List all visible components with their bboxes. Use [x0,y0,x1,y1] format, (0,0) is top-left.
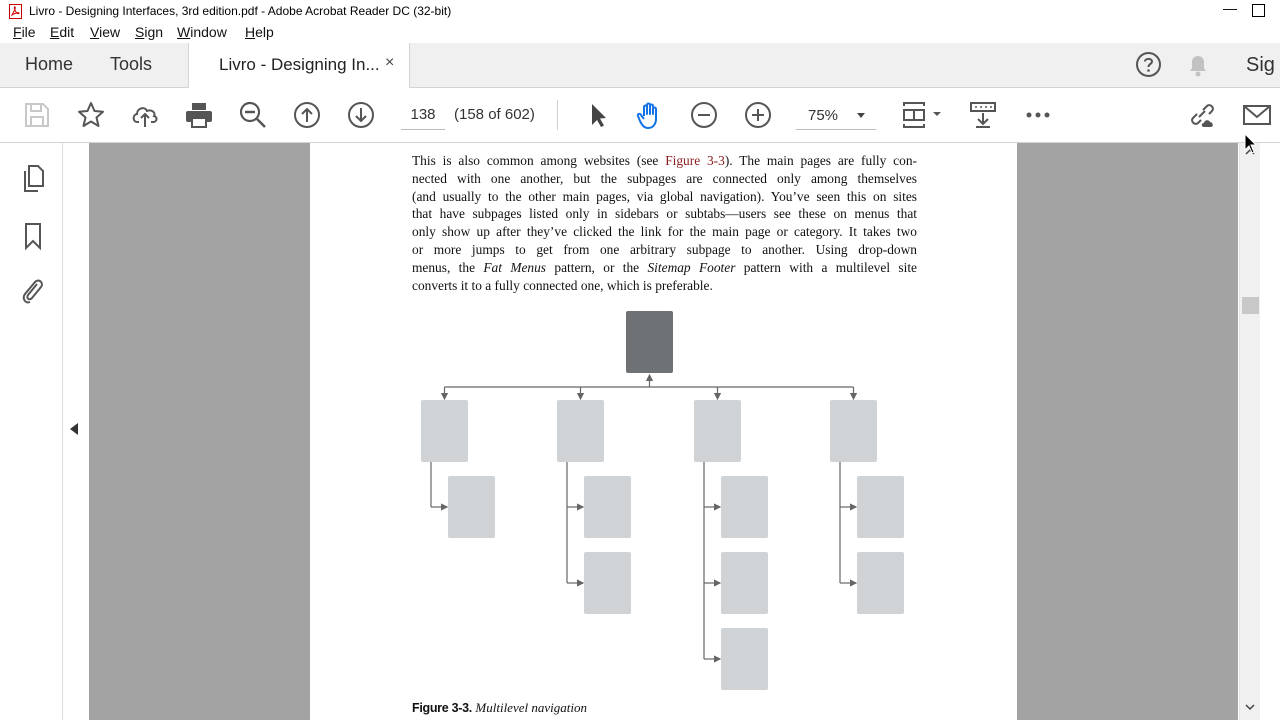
scrollbar-thumb[interactable] [1242,297,1259,314]
tab-tools[interactable]: Tools [110,54,153,74]
page-fit-button[interactable] [900,100,944,130]
subpage-node [721,476,768,538]
zoom-value: 75% [808,107,839,124]
page-count: (158 of 602) [454,106,535,123]
chevron-down-icon [857,113,865,118]
zoom-in-button[interactable] [743,100,773,130]
figure-caption: Figure 3-3. Multilevel navigation [412,700,587,715]
select-tool-button[interactable] [583,100,613,130]
text-line: that have subpages listed only in sidebars or subtabs—users see these on menus that [412,206,917,222]
maximize-button[interactable] [1252,4,1265,17]
star-icon [76,100,106,130]
scroll-mode-button[interactable] [968,100,998,130]
text-line: menus, the Fat Menus pattern, or the Sitemap Footer pattern with a multilevel site [412,259,917,275]
arrow-up-circle-icon [292,100,322,130]
printer-icon [184,100,214,130]
multilevel-navigation-diagram [310,143,1017,703]
subpage-node [448,476,495,538]
print-button[interactable] [184,100,214,130]
menu-bar [0,22,1280,43]
sign-in-button[interactable]: Sig [1246,54,1275,76]
mouse-cursor-icon [1244,133,1258,155]
toolbar [0,88,1280,143]
collapse-panel-arrow-icon[interactable] [70,423,78,435]
root-page-node [626,311,673,373]
share-link-button[interactable] [1187,100,1217,130]
main-page-node [830,400,877,462]
arrow-down-circle-icon [346,100,376,130]
minus-circle-icon [689,100,719,130]
envelope-icon [1242,100,1272,130]
notifications-bell-icon[interactable] [1186,52,1210,78]
cloud-upload-icon [130,100,160,130]
main-page-node [421,400,468,462]
document-tab-label: Livro - Designing In... [219,55,380,74]
more-tools-button[interactable] [1023,100,1053,130]
main-page-node [694,400,741,462]
tab-home[interactable]: Home [25,54,74,74]
acrobat-icon [9,4,22,19]
text-line: or more jumps to get from one arbitrary subpage to another. Using drop-down [412,241,917,257]
zoom-level-select[interactable] [796,103,876,130]
text-line: (and usually to the other main pages, via global navigation). You’ve seen this on sites [412,188,917,204]
scroll-down-chevron-icon[interactable] [1245,703,1255,711]
vertical-scrollbar[interactable] [1239,143,1260,720]
previous-page-button[interactable] [292,100,322,130]
magnifier-minus-icon [238,100,268,130]
document-viewer[interactable] [89,143,1238,720]
subpage-node [857,476,904,538]
title-bar [0,0,1280,22]
zoom-out-search-button[interactable] [238,100,268,130]
attachments-paperclip-icon[interactable] [19,276,47,306]
bookmark-star-button[interactable] [76,100,106,130]
save-icon [22,100,52,130]
subpage-node [721,628,768,690]
subpage-node [857,552,904,614]
help-icon[interactable] [1135,51,1162,78]
text-line: converts it to a fully connected one, which is preferable. [412,277,713,293]
text-line: nected with one another, but the subpages are connected only among themselves [412,170,917,186]
menu-window[interactable]: Window [177,24,227,40]
scroll-mode-icon [968,100,998,130]
subpage-node [584,476,631,538]
cloud-link-icon [1187,100,1217,130]
next-page-button[interactable] [346,100,376,130]
minimize-button[interactable]: — [1223,0,1237,16]
bookmarks-icon[interactable] [19,221,47,251]
tab-document[interactable] [188,43,410,88]
subpage-node [584,552,631,614]
menu-view[interactable]: View [90,24,121,40]
hand-tool-button[interactable] [635,100,665,130]
close-tab-button[interactable]: × [385,54,395,71]
save-button[interactable] [22,100,52,130]
fit-page-icon [900,100,944,130]
plus-circle-icon [743,100,773,130]
page-number-input[interactable]: 138 [401,103,445,130]
figure-link[interactable]: Figure 3-3 [665,153,725,168]
text-line: only show up after they’ve clicked the link for the main page or category. It takes two [412,224,917,240]
toolbar-separator [557,100,558,130]
zoom-out-button[interactable] [689,100,719,130]
more-dots-icon [1023,100,1053,130]
page-thumbnails-icon[interactable] [19,164,47,194]
pointer-arrow-icon [583,100,613,130]
text-line: This is also common among websites (see Figure 3-3). The main pages are fully con- [412,153,917,168]
upload-cloud-button[interactable] [130,100,160,130]
pdf-page [310,143,1017,720]
menu-file[interactable]: File [13,24,36,40]
menu-help[interactable]: Help [245,24,274,40]
menu-edit[interactable]: Edit [50,24,75,40]
right-panel-edge [1260,143,1280,720]
main-page-node [557,400,604,462]
subpage-node [721,552,768,614]
menu-sign[interactable]: Sign [135,24,164,40]
hand-icon [635,100,665,130]
window-title: Livro - Designing Interfaces, 3rd edition.pdf - Adobe Acrobat Reader DC (32-bit) [29,4,452,18]
left-navigation-panel [0,143,63,720]
email-button[interactable] [1242,100,1272,130]
